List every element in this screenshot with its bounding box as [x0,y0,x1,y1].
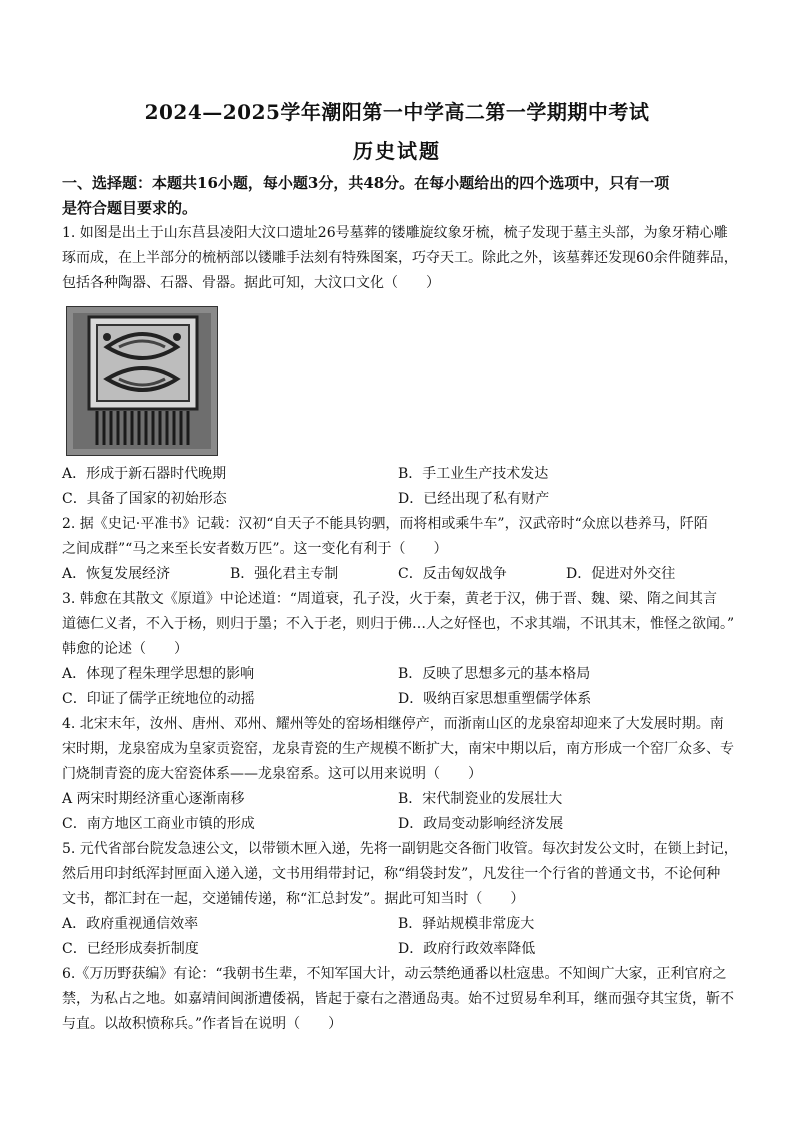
q1-option-b: B．手工业生产技术发达 [398,466,549,482]
q1-option-c: C．具备了国家的初始形态 [62,491,227,507]
q1-option-d: D．已经出现了私有财产 [398,491,550,507]
q4-option-b: B．宋代制瓷业的发展壮大 [398,791,563,807]
q2-option-c: C．反击匈奴战争 [398,566,507,582]
q3-stem-line-1: 3. 韩愈在其散文《原道》中论述道：“周道衰，孔子没，火于秦，黄老于汉，佛于晋、魏、梁、隋之间其言 [62,591,717,607]
q6-stem-line-2: 禁，为私占之地。如嘉靖间闽浙遭倭祸，皆起于豪右之潜通岛夷。始不过贸易牟利耳，继而强夺其宝货，靳不 [62,991,734,1007]
q6-stem-line-3: 与直。以故积愤称兵。”作者旨在说明（ ） [62,1016,343,1032]
q2-option-d: D．促进对外交往 [566,566,676,582]
q1-stem-line-3: 包括各种陶器、石器、骨器。据此可知，大汶口文化（ ） [62,275,440,291]
q1-stem-line-2: 琢而成，在上半部分的梳柄部以镂雕手法刻有特殊图案，巧夺天工。除此之外，该墓葬还发现60余件随葬品， [62,250,738,266]
ivory-comb-illustration [67,307,217,455]
q3-stem-line-2: 道德仁义者，不入于杨，则归于墨；不入于老，则归于佛…人之好怪也，不求其端，不讯其末，惟怪之欲闻。” [62,616,735,632]
q3-option-b: B．反映了思想多元的基本格局 [398,666,591,682]
q5-option-c: C．已经形成奏折制度 [62,941,199,957]
q4-stem-line-3: 门烧制青瓷的庞大窑瓷体系——龙泉窑系。这可以用来说明（ ） [62,766,482,782]
q5-option-a: A．政府重视通信效率 [62,916,199,932]
ivory-comb-photo [66,306,218,456]
q2-stem-line-2: 之间成群”“马之来至长安者数万匹”。这一变化有利于（ ） [62,541,448,557]
section-heading-line-1: 一、选择题：本题共16小题，每小题3分，共48分。在每小题给出的四个选项中，只有一项 [62,174,670,192]
q5-option-b: B．驿站规模非常庞大 [398,916,535,932]
q6-stem-line-1: 6.《万历野获编》有论：“我朝书生辈，不知军国大计，动云禁绝通番以杜寇患。不知闽广大家，正利官府之 [62,966,727,982]
page-subtitle: 历史试题 [353,139,441,163]
q2-stem-line-1: 2. 据《史记·平准书》记载：汉初“自天子不能具钧驷，而将相或乘牛车”，汉武帝时“众庶以巷养马，阡陌 [62,516,708,532]
q5-stem-line-2: 然后用印封纸浑封匣面入递入递，文书用绢带封记，称“绢袋封发”，凡发往一个行省的普通文书，不论何种 [62,866,721,882]
q4-option-a: A 两宋时期经济重心逐渐南移 [62,791,245,807]
q5-stem-line-3: 文书，都汇封在一起，交递铺传递，称“汇总封发”。据此可知当时（ ） [62,891,525,907]
q3-option-d: D．吸纳百家思想重塑儒学体系 [398,691,592,707]
page-title: 2024—2025学年潮阳第一中学高二第一学期期中考试 [144,100,650,124]
q5-stem-line-1: 5. 元代省部台院发急速公文，以带锁木匣入递，先将一副钥匙交各衙门收管。每次封发公文时，在锁上封记， [62,841,738,857]
q3-option-c: C．印证了儒学正统地位的动摇 [62,691,255,707]
q3-stem-line-3: 韩愈的论述（ ） [62,641,188,657]
q1-option-a: A．形成于新石器时代晚期 [62,466,227,482]
q5-option-d: D．政府行政效率降低 [398,941,536,957]
section-heading-line-2: 是符合题目要求的。 [62,199,198,217]
q1-stem-line-1: 1. 如图是出土于山东莒县凌阳大汶口遗址26号墓葬的镂雕旋纹象牙梳，梳子发现于墓主头部，为象牙精心雕 [62,225,728,241]
q3-option-a: A．体现了程朱理学思想的影响 [62,666,255,682]
q2-option-a: A．恢复发展经济 [62,566,171,582]
q2-option-b: B．强化君主专制 [230,566,339,582]
q4-option-d: D．政局变动影响经济发展 [398,816,564,832]
q4-option-c: C．南方地区工商业市镇的形成 [62,816,255,832]
q4-stem-line-1: 4. 北宋末年，汝州、唐州、邓州、耀州等处的窑场相继停产，而浙南山区的龙泉窑却迎来了大发展时期。南 [62,716,724,732]
q4-stem-line-2: 宋时期，龙泉窑成为皇家贡瓷窑，龙泉青瓷的生产规模不断扩大，南宋中期以后，南方形成一个窑厂众多、专 [62,741,734,757]
